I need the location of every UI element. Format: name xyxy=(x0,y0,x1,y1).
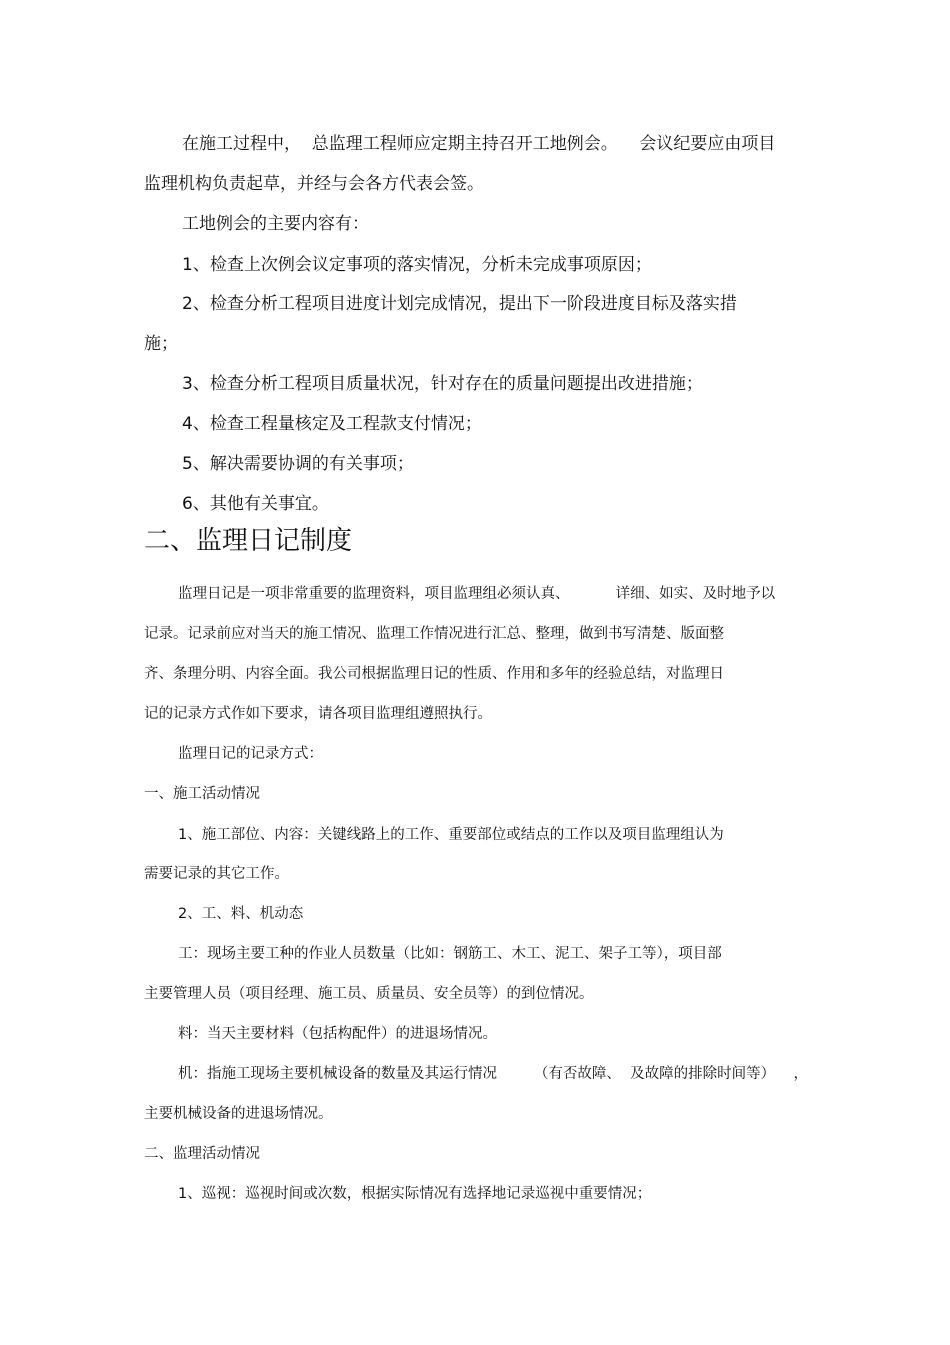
paragraph-line: 监理日记的记录方式： xyxy=(178,746,323,762)
section-heading: 二、监理日记制度 xyxy=(144,526,353,556)
list-item: 6、其他有关事宜。 xyxy=(182,494,329,514)
paragraph-line: 1、施工部位、内容：关键线路上的工作、重要部位或结点的工作以及项目监理组认为 xyxy=(178,827,724,843)
paragraph-line: 2、工、料、机动态 xyxy=(178,906,304,922)
list-item: 5、解决需要协调的有关事项； xyxy=(182,454,414,474)
paragraph-line: 监理机构负责起草，并经与会各方代表会签。 xyxy=(144,174,484,194)
paragraph-line: 机：指施工现场主要机械设备的数量及其运行情况 （有否故障、 及故障的排除时间等） ， xyxy=(178,1066,809,1082)
paragraph-line: 需要记录的其它工作。 xyxy=(144,866,289,882)
subsection-heading: 二、监理活动情况 xyxy=(144,1146,260,1162)
paragraph-line: 在施工过程中， 总监理工程师应定期主持召开工地例会。 会议纪要应由项目 xyxy=(182,134,776,154)
list-item: 3、检查分析工程项目质量状况，针对存在的质量问题提出改进措施； xyxy=(182,374,703,394)
list-item-continuation: 施； xyxy=(144,334,178,354)
paragraph-line: 1、巡视：巡视时间或次数，根据实际情况有选择地记录巡视中重要情况； xyxy=(178,1186,652,1202)
paragraph-line: 工地例会的主要内容有： xyxy=(182,214,369,234)
paragraph-line: 工：现场主要工种的作业人员数量（比如：钢筋工、木工、泥工、架子工等），项目部 xyxy=(178,946,722,962)
subsection-heading: 一、施工活动情况 xyxy=(144,786,260,802)
paragraph-line: 记的记录方式作如下要求，请各项目监理组遵照执行。 xyxy=(144,706,492,722)
paragraph-line: 记录。记录前应对当天的施工情况、监理工作情况进行汇总、整理，做到书写清楚、版面整 xyxy=(144,626,724,642)
paragraph-line: 主要机械设备的进退场情况。 xyxy=(144,1106,333,1122)
paragraph-line: 主要管理人员（项目经理、施工员、质量员、安全员等）的到位情况。 xyxy=(144,986,594,1002)
paragraph-line: 料：当天主要材料（包括构配件）的进退场情况。 xyxy=(178,1026,497,1042)
paragraph-line: 齐、条理分明、内容全面。我公司根据监理日记的性质、作用和多年的经验总结，对监理日 xyxy=(144,666,724,682)
list-item: 1、检查上次例会议定事项的落实情况，分析未完成事项原因； xyxy=(182,255,652,275)
list-item: 4、检查工程量核定及工程款支付情况； xyxy=(182,414,482,434)
list-item: 2、检查分析工程项目进度计划完成情况，提出下一阶段进度目标及落实措 xyxy=(182,294,737,314)
paragraph-line: 监理日记是一项非常重要的监理资料，项目监理组必须认真、 详细、如实、及时地予以 xyxy=(178,586,776,602)
